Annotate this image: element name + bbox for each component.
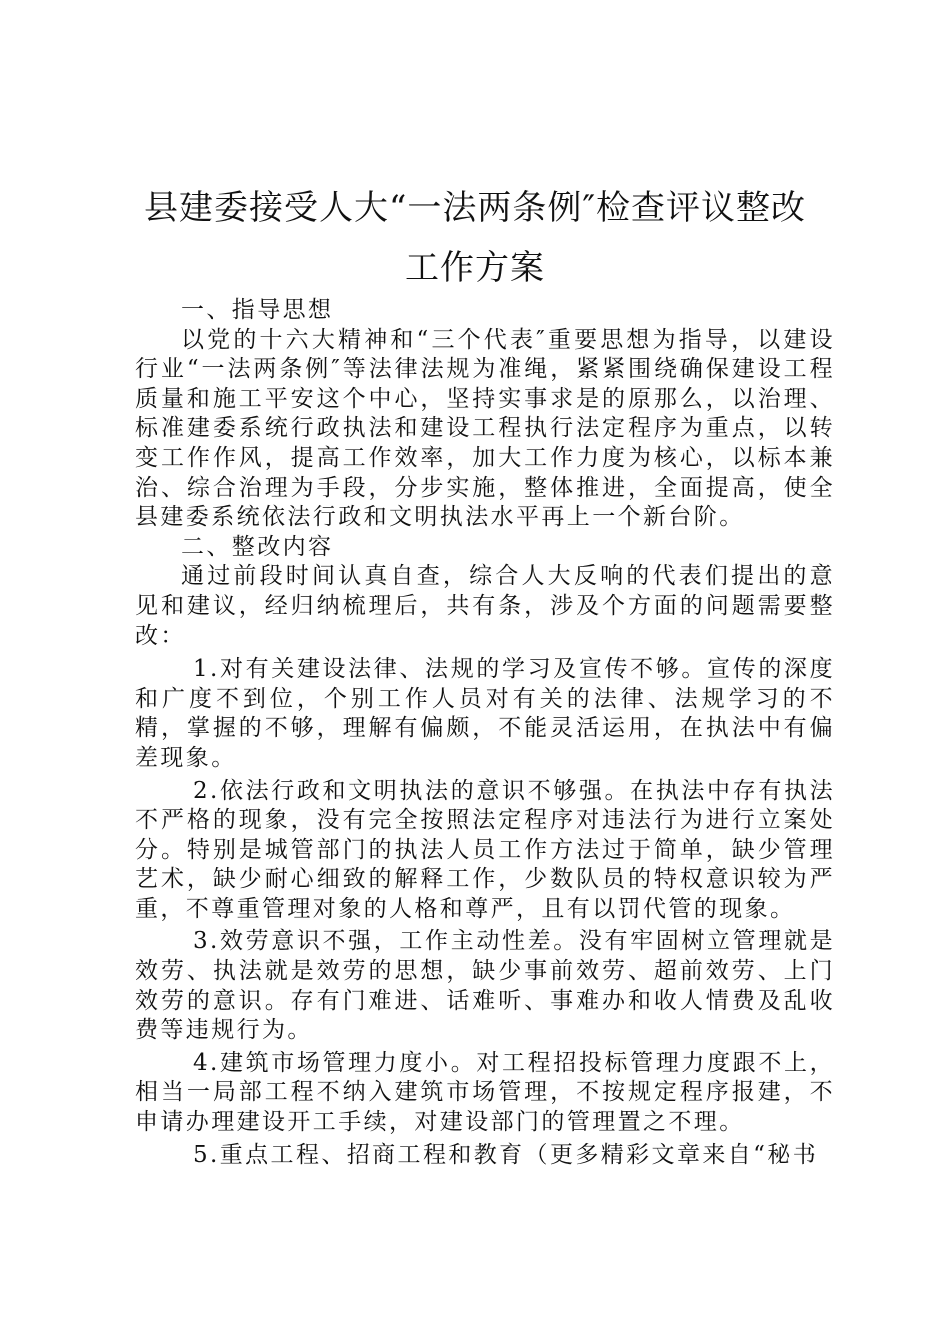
title-line-2: 工作方案 xyxy=(405,248,545,288)
rectification-item: 4.建筑市场管理力度小。对工程招投标管理力度跟不上，相当一局部工程不纳入建筑市场管理，不按规定程序报建，不申请办理建设开工手续，对建设部门的管理置之不理。 xyxy=(135,1049,835,1136)
rectification-intro-paragraph: 通过前段时间认真自查，综合人大反响的代表们提出的意见和建议，经归纳梳理后，共有条，涉及个方面的问题需要整改： xyxy=(135,563,835,649)
section-heading-guiding-ideology: 一、指导思想 xyxy=(181,297,334,323)
document-body xyxy=(135,296,835,1170)
guiding-ideology-paragraph: 以党的十六大精神和“三个代表″重要思想为指导，以建设行业“一法两条例″等法律法规为准绳，紧紧围绕确保建设工程质量和施工平安这个中心，坚持实事求是的原那么，以治理、标准建委系统行政执法和建设工程执行法定程序为重点，以转变工作作风，提高工作效率，加大工作力度为核心，以标本兼治、综合治理为手段，分步实施，整体推进，全面提高，使全县建委系统依法行政和文明执法水平再上一个新台阶。 xyxy=(135,326,835,531)
rectification-item: 1.对有关建设法律、法规的学习及宣传不够。宣传的深度和广度不到位，个别工作人员对有关的法律、法规学习的不精，掌握的不够，理解有偏颇，不能灵活运用，在执法中有偏差现象。 xyxy=(135,656,835,771)
section-heading-rectification-content: 二、整改内容 xyxy=(181,533,334,560)
title-line-1: 县建委接受人大“一法两条例″检查评议整改 xyxy=(143,188,807,228)
rectification-item: 3.效劳意识不强，工作主动性差。没有牢固树立管理就是效劳、执法就是效劳的思想，缺少事前效劳、超前效劳、上门效劳的意识。存有门难进、话难听、事难办和收人情费及乱收费等违规行为。 xyxy=(135,928,835,1044)
rectification-item: 2.依法行政和文明执法的意识不够强。在执法中存有执法不严格的现象，没有完全按照法定程序对违法行为进行立案处分。特别是城管部门的执法人员工作方法过于简单，缺少管理艺术，缺少耐心细致的解释工作，少数队员的特权意识较为严重，不尊重管理对象的人格和尊严，且有以罚代管的现象。 xyxy=(135,777,835,922)
rectification-item: 5.重点工程、招商工程和教育（更多精彩文章来自“秘书 xyxy=(193,1141,819,1168)
document-title xyxy=(120,178,830,298)
